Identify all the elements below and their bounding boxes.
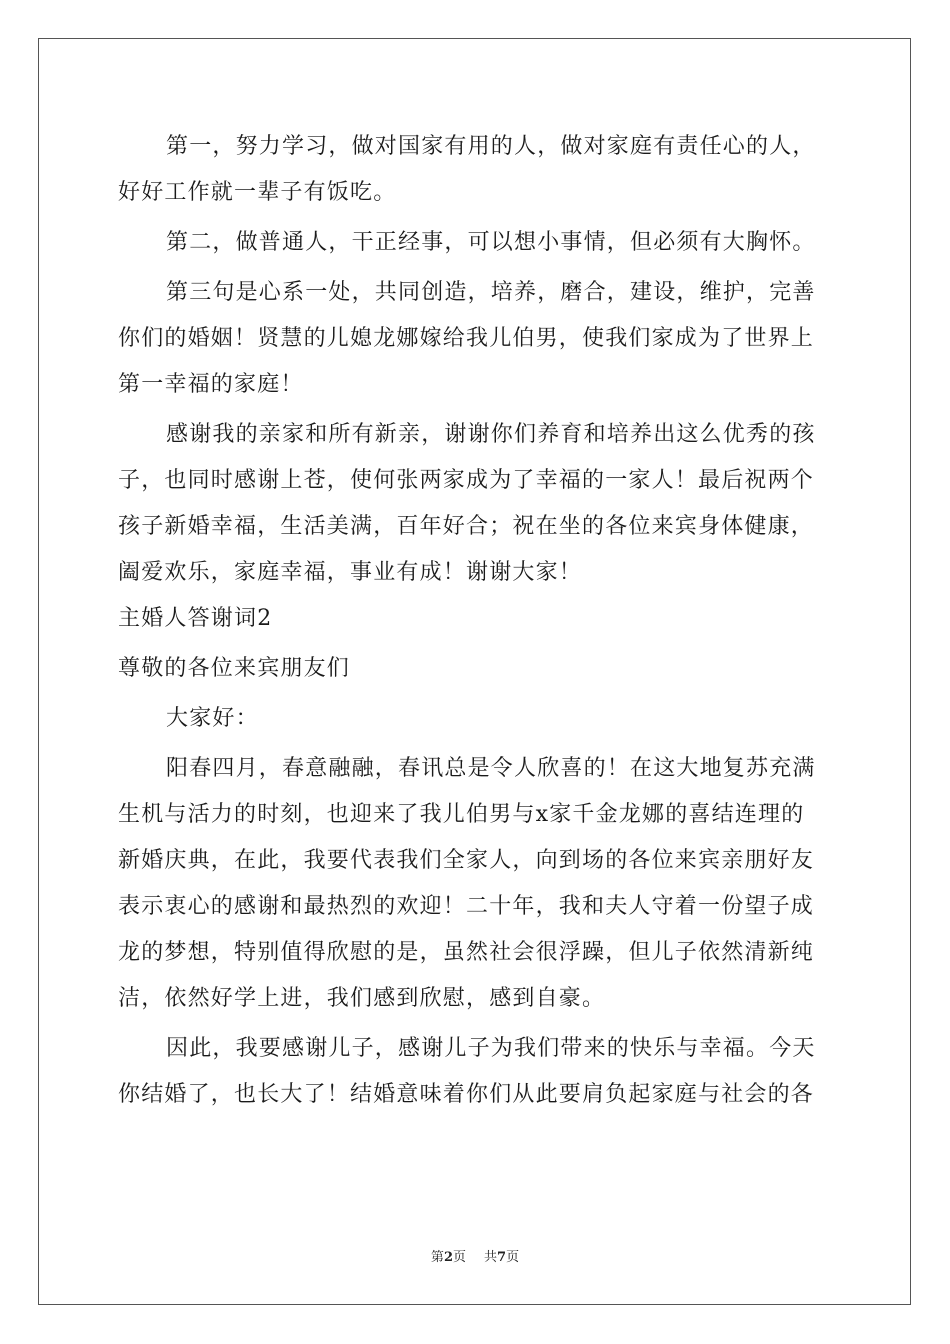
document-body xyxy=(118,124,834,1118)
text-line: 阖爱欢乐，家庭幸福，事业有成！谢谢大家！ xyxy=(118,560,583,585)
text-line: 第一幸福的家庭！ xyxy=(118,372,304,397)
text-line: 子，也同时感谢上苍，使何张两家成为了幸福的一家人！最后祝两个 xyxy=(118,468,815,493)
text-line: 感谢我的亲家和所有新亲，谢谢你们养育和培养出这么优秀的孩 xyxy=(166,422,816,447)
paragraph-second-point xyxy=(118,220,834,266)
text-line: 表示衷心的感谢和最热烈的欢迎！二十年，我和夫人守着一份望子成 xyxy=(118,894,815,919)
salutation-text: 尊敬的各位来宾朋友们 xyxy=(118,656,351,681)
text-line: 孩子新婚幸福，生活美满，百年好合；祝在坐的各位来宾身体健康， xyxy=(118,514,815,539)
page-prefix: 第 xyxy=(430,1250,444,1265)
total-suffix: 页 xyxy=(506,1250,520,1265)
paragraph-first-point xyxy=(118,124,834,216)
greeting xyxy=(118,696,834,742)
greeting-text: 大家好： xyxy=(166,706,259,731)
text-line: 你结婚了，也长大了！结婚意味着你们从此要肩负起家庭与社会的各 xyxy=(118,1082,815,1107)
page-footer xyxy=(0,1246,950,1265)
paragraph-therefore xyxy=(118,1026,834,1118)
text-line: 阳春四月，春意融融，春讯总是令人欣喜的！在这大地复苏充满 xyxy=(166,756,816,781)
section-heading xyxy=(118,596,834,642)
page-suffix: 页 xyxy=(452,1250,466,1265)
text-line: 龙的梦想，特别值得欣慰的是，虽然社会很浮躁，但儿子依然清新纯 xyxy=(118,940,815,965)
salutation xyxy=(118,646,834,692)
page-number: 2 xyxy=(443,1250,453,1265)
text-line: 第一，努力学习，做对国家有用的人，做对家庭有责任心的人， xyxy=(166,134,816,159)
paragraph-thanks xyxy=(118,412,834,596)
text-line: 你们的婚姻！贤慧的儿媳龙娜嫁给我儿伯男，使我们家成为了世界上 xyxy=(118,326,815,351)
text-line: 第二，做普通人，干正经事，可以想小事情，但必须有大胸怀。 xyxy=(166,230,816,255)
text-line: 生机与活力的时刻，也迎来了我儿伯男与x家千金龙娜的喜结连理的 xyxy=(118,802,805,827)
text-line: 好好工作就一辈子有饭吃。 xyxy=(118,180,397,205)
paragraph-third-point xyxy=(118,270,834,408)
text-line: 因此，我要感谢儿子，感谢儿子为我们带来的快乐与幸福。今天 xyxy=(166,1036,816,1061)
total-prefix: 共 xyxy=(484,1250,498,1265)
text-line: 第三句是心系一处，共同创造，培养，磨合，建设，维护，完善 xyxy=(166,280,816,305)
text-line: 新婚庆典，在此，我要代表我们全家人，向到场的各位来宾亲朋好友 xyxy=(118,848,815,873)
paragraph-spring xyxy=(118,746,834,1022)
total-pages: 7 xyxy=(497,1250,507,1265)
text-line: 洁，依然好学上进，我们感到欣慰，感到自豪。 xyxy=(118,986,606,1011)
heading-text: 主婚人答谢词2 xyxy=(118,606,273,631)
